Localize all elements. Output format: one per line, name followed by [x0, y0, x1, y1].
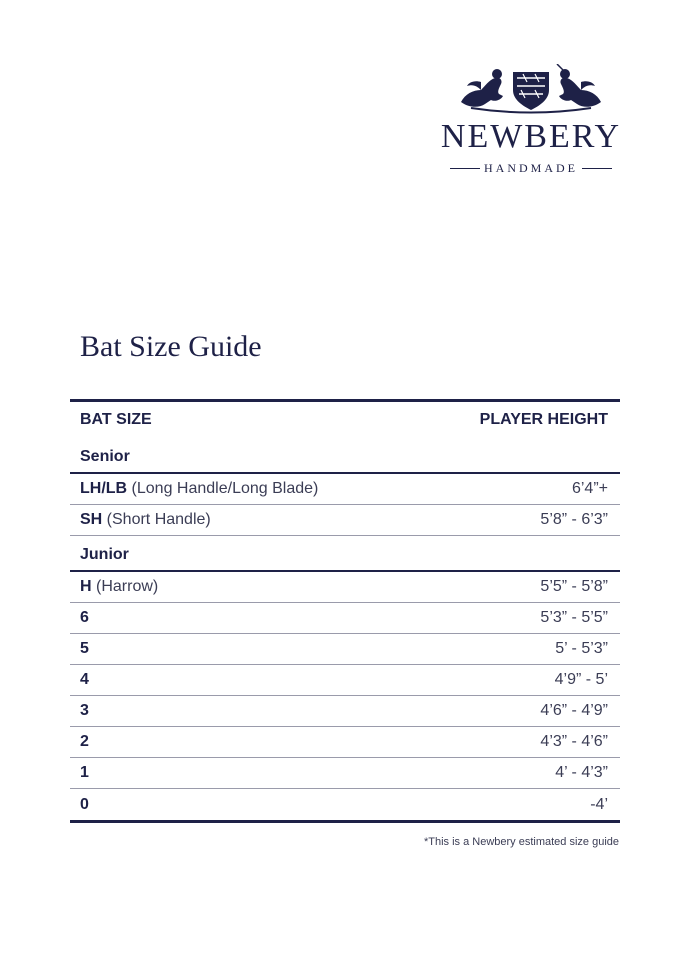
player-height-cell: 5’8” - 6’3” [540, 511, 608, 528]
table-row [70, 665, 620, 696]
bat-size-cell [80, 796, 89, 814]
bat-size-code: 6 [80, 609, 89, 626]
bat-size-cell [80, 671, 89, 689]
table-header [70, 402, 620, 438]
bat-size-code: 3 [80, 702, 89, 719]
header-bat-size: BAT SIZE [80, 411, 152, 428]
bat-size-code: 1 [80, 764, 89, 781]
tagline-rule-left [450, 168, 480, 169]
brand-tagline-row [436, 161, 626, 176]
bat-size-code: H [80, 578, 92, 595]
bat-size-cell [80, 578, 158, 596]
bat-size-code: 0 [80, 795, 89, 813]
player-height-cell: 4’3” - 4’6” [540, 733, 608, 750]
player-height-cell: 5’5” - 5’8” [540, 578, 608, 595]
player-height-cell: 6’4”+ [571, 480, 608, 497]
bat-size-cell [80, 480, 318, 498]
bat-size-code: LH/LB [80, 480, 128, 497]
brand-name: NEWBERY [440, 118, 622, 155]
group-label-senior: Senior [70, 438, 620, 474]
table-row [70, 789, 620, 820]
brand-tagline: HANDMADE [484, 161, 578, 175]
player-height-cell: 4’9” - 5’ [554, 671, 608, 688]
player-height-cell: -4’ [590, 795, 608, 813]
page-title: Bat Size Guide [80, 330, 262, 363]
bat-size-cell [80, 511, 211, 529]
crest-icon [451, 64, 611, 114]
bat-size-desc: (Short Handle) [102, 511, 211, 528]
group-label-junior: Junior [70, 536, 620, 572]
player-height-cell: 4’ - 4’3” [555, 764, 608, 781]
bat-size-cell [80, 609, 89, 627]
bat-size-code: 4 [80, 671, 89, 688]
table-row [70, 727, 620, 758]
bat-size-code: 2 [80, 733, 89, 750]
bat-size-desc: (Harrow) [91, 578, 159, 595]
table-row [70, 474, 620, 505]
bat-size-desc: (Long Handle/Long Blade) [127, 480, 319, 497]
table-bottom-rule [70, 820, 620, 823]
table-row [70, 634, 620, 665]
table-row [70, 696, 620, 727]
size-table [70, 399, 620, 823]
header-player-height: PLAYER HEIGHT [479, 411, 608, 428]
table-row [70, 572, 620, 603]
bat-size-code: SH [80, 511, 103, 528]
table-row [70, 603, 620, 634]
table-row [70, 758, 620, 789]
table-row [70, 505, 620, 536]
bat-size-code: 5 [80, 640, 89, 657]
bat-size-cell [80, 733, 89, 751]
brand-logo [436, 64, 626, 184]
player-height-cell: 5’ - 5’3” [555, 640, 608, 657]
footnote: *This is a Newbery estimated size guide [423, 836, 619, 848]
bat-size-cell [80, 640, 89, 658]
bat-size-cell [80, 764, 89, 782]
bat-size-cell [80, 702, 89, 720]
player-height-cell: 5’3” - 5’5” [540, 609, 608, 626]
player-height-cell: 4’6” - 4’9” [540, 702, 608, 719]
tagline-rule-right [582, 168, 612, 169]
